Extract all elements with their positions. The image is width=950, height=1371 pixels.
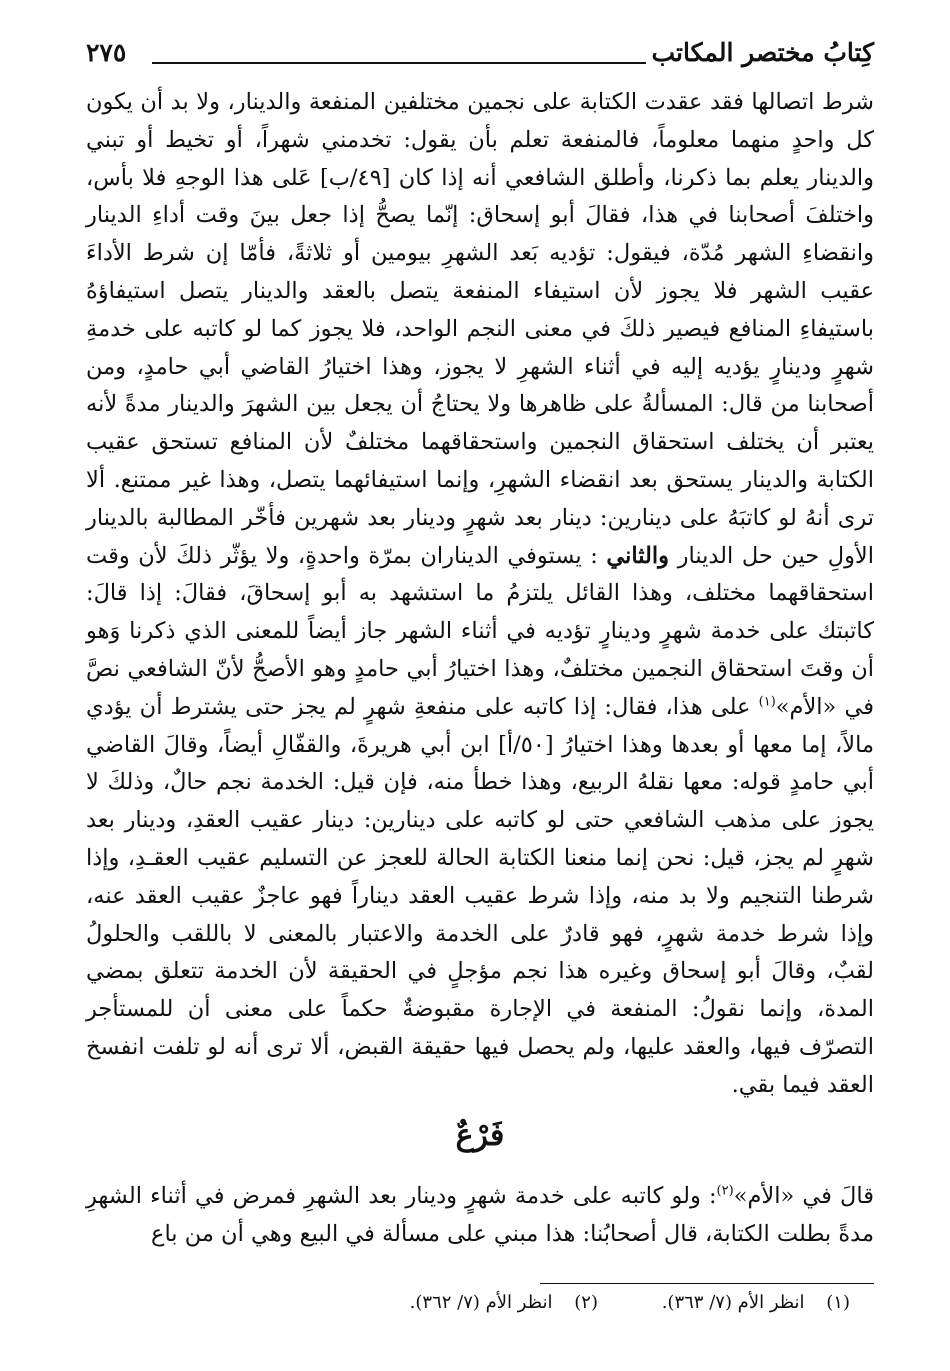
footnote-text-2: انظر الأم (٧/ ٣٦٢). (409, 1292, 553, 1313)
paragraph-text-1: شرط اتصالها فقد عقدت الكتابة على نجمين مختلفين المنفعة والدينار، ولا بد أن يكون كل واحدٍ منهما معلوماً، فالمنفعة تعلم بأن يقول: تخدمني شهراً، أو تخيط أو تبني والدينار يعلم بما ذكرنا، وأطلق الشافعي أنه إذا كان [٤٩/ب] عَلى هذا الوجهِ فلا بأس، واختلفَ أصحابنا في هذا، فقالَ أبو إسحاق: إنّما يصحُّ إذا جعل بينَ وقت أداءِ الدينار وانقضاءِ الشهر مُدّة، فيقول: تؤديه بَعد الشهرِ بيومين أو ثلاثةً، فأمّا إن شرط الأداءَ عقيب الشهر فلا يجوز لأن استيفاء المنفعة يتصل بالعقد والدينار يتصل استيفاؤهُ باستيفاءِ المنافع فيصير ذلكَ في معنى النجم الواحد، فلا يجوز كما لو كاتبه على خدمةِ شهرٍ ودينارٍ يؤديه إليه في أثناء الشهرِ لا يجوز، وهذا اختيارُ القاضي أبي حامدٍ، ومن أصحابنا من قال: المسألةُ على ظاهرها ولا يحتاجُ أن يجعل بين الشهرَ والدينار مدةً لأنه يعتبر أن يختلف استحقاق النجمين واستحقاقهما مختلفٌ لأن المنافع تستحق عقيب الكتابة والدينار يستحق بعد انقضاء الشهرِ، وإنما استيفائهما يتصل، وهذا غير ممتنع. ألا ترى أنهُ لو كاتبَهُ على دينارين: دينار بعد شهرٍ ودينار بعد شهرين فأخّر المطالبة بالدينار الأولِ حين حل الدينار (86, 89, 875, 569)
page-number: ٢٧٥ (86, 38, 127, 67)
bold-term: والثاني (606, 542, 670, 569)
footnote-ref-1: (١) (758, 694, 776, 710)
footnote-ref-2: (٢) (716, 1183, 734, 1199)
paragraph-text-3: على هذا، فقال: إذا كاتبه على منفعةِ شهرٍ لم يجز حتى يشترط أن يؤدي مالاً، إما معها أو بعدها وهذا اختيارُ [٥٠/أ] ابن أبي هريرةَ، والقفّالِ أيضاً، وقالَ القاضي أبي حامدٍ قوله: معها نقلهُ الربيع، وهذا خطأ منه، فإن قيل: الخدمة نجم حالٌ، وذلكَ لا يجوز على مذهب الشافعي حتى لو كاتبه على دينارين: دينار عقيب العقدِ، ودينار بعد شهرٍ لم يجز، قيل: نحن إنما منعنا الكتابة الحالة للعجز عن التسليم عقيب العقـدِ، وإذا شرطنا التنجيم ولا بد منه، وإذا شرط عقيب العقد ديناراً فهو عاجزٌ عقيب العقد عنه، وإذا شرط خدمة شهرٍ، فهو قادرٌ على الخدمة والاعتبار بالمعنى لا باللقب والحلولُ لقبٌ، وقالَ أبو إسحاق وغيره هذا نجم مؤجلٍ في الحقيقة لأن الخدمة تتعلق بمضي المدة، وإنما نقولُ: المنفعة في الإجارة مقبوضةٌ حكماً على معنى أن للمستأجر التصرّف فيها، والعقد عليها، ولم يحصل فيها حقيقة القبض، ألا ترى أنه لو تلفت انفسخ العقد فيما بقي. (86, 693, 874, 1098)
footnote-1 (662, 1290, 850, 1316)
footnote-rule (540, 1283, 874, 1284)
section-text-2: : ولو كاتبه على خدمة شهرٍ ودينار بعد الشهرِ فمرض في أثناء الشهرِ مدةً بطلت الكتابة، قال أصحابُنا: هذا مبني على مسألة في البيع وهي أن من باع (86, 1183, 874, 1247)
header-rule (152, 62, 646, 64)
main-text (86, 84, 874, 1105)
running-title: كِتابُ مختصر المكاتب (651, 38, 874, 67)
paragraph-text-2: : يستوفي الديناران بمرّة واحدةٍ، ولا يؤثّر ذلكَ لأن وقت استحقاقهما مختلف، وهذا القائل يلتزمُ ما استشهد به أبو إسحاقَ، فقالَ: إذا قالَ: كاتبتك على خدمة شهرٍ ودينارٍ تؤديه في أثناء الشهر جاز أيضاً للمعنى الذي ذكرنا وَهو أن وقتَ استحقاق النجمين مختلفٌ، وهذا اختيارُ أبي حامدٍ وهو الأصحُّ لأنّ الشافعي نصَّ في «الأم» (86, 542, 874, 720)
section-paragraph (86, 1178, 874, 1254)
page-header (86, 36, 874, 80)
footnotes (86, 1290, 850, 1316)
section-text-1: قالَ في «الأم» (733, 1183, 874, 1209)
footnote-marker-1: (١) (826, 1292, 850, 1313)
footnote-2 (410, 1290, 598, 1316)
main-paragraph (86, 84, 874, 1105)
section-heading: فَرْعٌ (455, 1118, 505, 1153)
footnote-marker-2: (٢) (574, 1292, 598, 1313)
footnote-text-1: انظر الأم (٧/ ٣٦٣). (661, 1292, 805, 1313)
